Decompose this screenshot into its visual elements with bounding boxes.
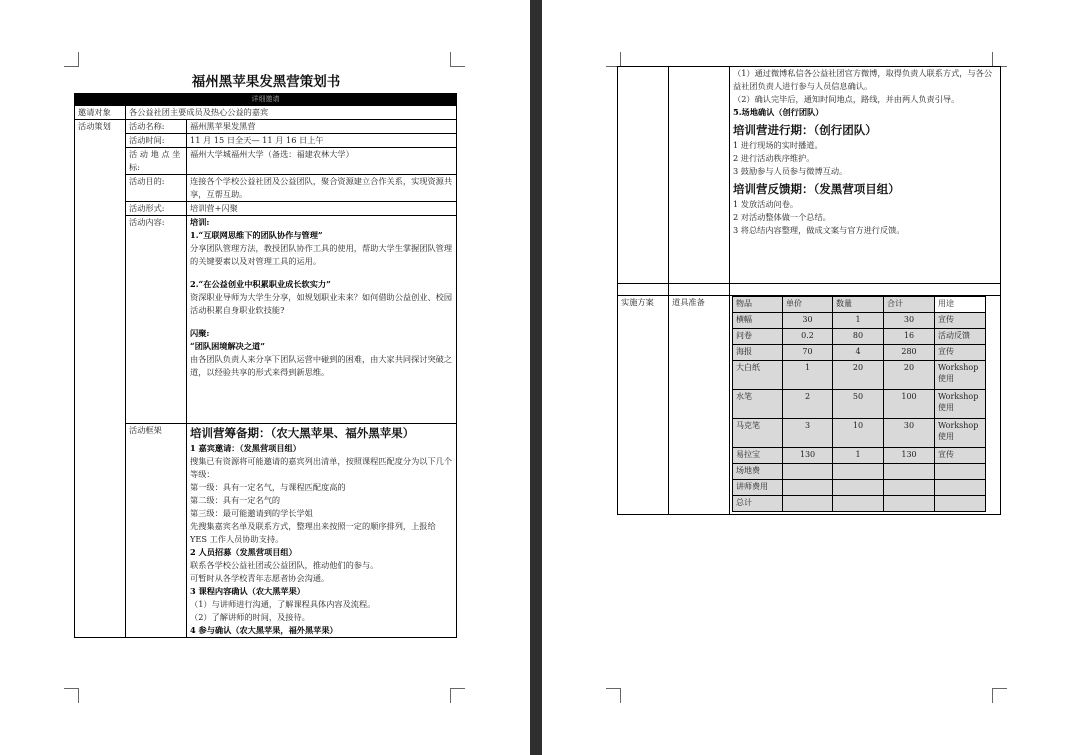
- cell-qty: 80: [833, 329, 884, 345]
- course-2-body: 资深职业导师为大学生分享，如规划职业未来？如何借助公益创业、校园活动积累自身职业软技能?: [190, 292, 453, 315]
- field-label: 活动框架: [126, 424, 187, 638]
- cell-price: 2: [783, 390, 833, 419]
- crop-mark: [64, 52, 79, 67]
- feedback-item: 1 发放活动问卷。: [733, 199, 799, 209]
- table-row: [733, 345, 986, 361]
- cell-price: [783, 480, 833, 496]
- course-2-title: 2.“在公益创业中积累职业成长软实力”: [190, 279, 331, 289]
- plan-table: [74, 93, 457, 638]
- table-header-row: [733, 297, 986, 313]
- cell-item: 大白纸: [733, 361, 783, 390]
- column-header: 数量: [833, 297, 884, 313]
- cell-use: 活动反馈: [935, 329, 986, 345]
- field-label: 活 动 地 点 坐 标:: [126, 148, 187, 175]
- flash-label: 闪聚:: [190, 328, 210, 338]
- cell-total: 30: [884, 419, 935, 448]
- level-item: 第一级：具有一定名气，与课程匹配度高的: [190, 482, 346, 492]
- table-row: [733, 448, 986, 464]
- empty-cell: [618, 284, 669, 296]
- cell-use: 宣传: [935, 448, 986, 464]
- cell-qty: [833, 496, 884, 512]
- cell-use: Workshop 使用: [935, 390, 986, 419]
- cell-item: 水笔: [733, 390, 783, 419]
- cell-qty: [833, 464, 884, 480]
- cell-price: 30: [783, 313, 833, 329]
- field-value: 福州大学城福州大学（备选：福建农林大学）: [187, 148, 457, 175]
- cell-use: 宣传: [935, 345, 986, 361]
- cell-total: [884, 480, 935, 496]
- crop-mark: [606, 52, 621, 67]
- cell-total: 100: [884, 390, 935, 419]
- cell-price: 3: [783, 419, 833, 448]
- step-body: 先搜集嘉宾名单及联系方式，整理出来按照一定的顺序排列，上报给 YES 工作人员协助支持。: [190, 521, 436, 544]
- training-label: 培训:: [190, 217, 210, 227]
- framework-continued-cell: [730, 67, 1001, 284]
- cell-qty: 20: [833, 361, 884, 390]
- feedback-item: 3 将总结内容整理，做成文案与官方进行反馈。: [733, 225, 905, 235]
- field-value: 11 月 15 日全天— 11 月 16 日上午: [187, 134, 457, 148]
- cell-total: 30: [884, 313, 935, 329]
- cell-use: Workshop 使用: [935, 361, 986, 390]
- empty-cell: [669, 67, 730, 284]
- cell-item: 问卷: [733, 329, 783, 345]
- cell-use: Workshop 使用: [935, 419, 986, 448]
- content-cell: [187, 216, 457, 424]
- level-item: 第三级：最可能邀请到的学长学姐: [190, 508, 313, 518]
- cell-price: 1: [783, 361, 833, 390]
- confirm-step: （1）通过微博私信各公益社团官方微博，取得负责人联系方式，与各公益社团负责人进行参与人员信息确认。: [733, 68, 993, 91]
- cell-total: 16: [884, 329, 935, 345]
- table-header: 详细邀请: [75, 94, 457, 106]
- step-title: 4 参与确认（农大黑苹果，福外黑苹果）: [190, 625, 338, 635]
- cell-qty: 1: [833, 448, 884, 464]
- cell-item: 总计: [733, 496, 783, 512]
- row-label: 邀请对象: [75, 106, 126, 120]
- framework-cell: [187, 424, 457, 638]
- cell-item: 易拉宝: [733, 448, 783, 464]
- cell-item: 场地费: [733, 464, 783, 480]
- field-value: 福州黑苹果发黑营: [187, 120, 457, 134]
- cell-total: 20: [884, 361, 935, 390]
- cell-item: 马克笔: [733, 419, 783, 448]
- empty-cell: [618, 67, 669, 284]
- table-row: [733, 496, 986, 512]
- cell-item: 海报: [733, 345, 783, 361]
- level-item: 第二级：具有一定名气的: [190, 495, 281, 505]
- step-title: 2 人员招募（发黑营项目组）: [190, 547, 297, 557]
- table-row: [733, 419, 986, 448]
- ongoing-heading: 培训营进行期：（创行团队）: [733, 123, 877, 137]
- cell-qty: 10: [833, 419, 884, 448]
- column-header: 用途: [935, 297, 986, 313]
- plan-table-continued: [617, 66, 1001, 515]
- crop-mark: [450, 52, 465, 67]
- document-title: 福州黑苹果发黑营策划书: [191, 74, 341, 90]
- step-title: 1 嘉宾邀请：（发黑营项目组）: [190, 443, 301, 453]
- step-title: 3 课程内容确认（农大黑苹果）: [190, 586, 305, 596]
- crop-mark: [606, 688, 621, 703]
- field-label: 活动目的:: [126, 175, 187, 202]
- cell-use: 宣传: [935, 313, 986, 329]
- props-cell: [730, 296, 1001, 515]
- step-title: 5.场地确认（创行团队）: [733, 107, 824, 117]
- column-header: 合计: [884, 297, 935, 313]
- field-label: 活动名称:: [126, 120, 187, 134]
- step-body: 搜集已有资源将可能邀请的嘉宾列出清单，按照课程匹配度分为以下几个等级：: [190, 456, 453, 479]
- feedback-heading: 培训营反馈期：（发黑营项目组）: [733, 182, 900, 196]
- field-label: 活动内容:: [126, 216, 187, 424]
- step-body: 联系各学校公益社团或公益团队，推动他们的参与。: [190, 560, 379, 570]
- cell-qty: 50: [833, 390, 884, 419]
- cell-price: 130: [783, 448, 833, 464]
- cell-item: 讲师费用: [733, 480, 783, 496]
- table-row: [733, 361, 986, 390]
- cell-qty: 4: [833, 345, 884, 361]
- ongoing-item: 3 鼓励参与人员参与微博互动。: [733, 166, 848, 176]
- empty-cell: [669, 284, 730, 296]
- row-label: 活动策划: [75, 120, 126, 638]
- props-table: [732, 296, 986, 512]
- field-label: 活动时间:: [126, 134, 187, 148]
- table-row: [733, 464, 986, 480]
- cell-use: [935, 464, 986, 480]
- step-body: 可暂时从各学校青年志愿者协会沟通。: [190, 573, 330, 583]
- crop-mark: [992, 52, 1007, 67]
- cell-total: 280: [884, 345, 935, 361]
- field-value: 培训营+闪聚: [187, 202, 457, 216]
- step-body: （1）与讲师进行沟通，了解课程具体内容及流程。: [190, 599, 376, 609]
- crop-mark: [64, 688, 79, 703]
- field-value: 连接各个学校公益社团及公益团队，聚合资源建立合作关系，实现资源共享，互帮互助。: [187, 175, 457, 202]
- field-label: 道具准备: [669, 296, 730, 515]
- course-1-title: 1.“互联网思维下的团队协作与管理”: [190, 230, 323, 240]
- ongoing-item: 2 进行活动秩序维护。: [733, 153, 815, 163]
- column-header: 物品: [733, 297, 783, 313]
- row-value: 各公益社团主要成员及热心公益的嘉宾: [126, 106, 457, 120]
- column-header: 单价: [783, 297, 833, 313]
- cell-item: 横幅: [733, 313, 783, 329]
- cell-price: [783, 464, 833, 480]
- step-body: （2）了解讲师的时间，及接待。: [190, 612, 310, 622]
- cell-total: [884, 496, 935, 512]
- confirm-step: （2）确认完毕后，通知时间地点，路线，并由两人负责引导。: [733, 94, 960, 104]
- cell-use: [935, 496, 986, 512]
- table-row: [733, 480, 986, 496]
- cell-qty: [833, 480, 884, 496]
- flash-title: “团队困境解决之道”: [190, 341, 265, 351]
- framework-heading: 培训营筹备期：（农大黑苹果、福外黑苹果）: [190, 426, 415, 440]
- crop-mark: [450, 688, 465, 703]
- feedback-item: 2 对活动整体做一个总结。: [733, 212, 831, 222]
- empty-cell: [730, 284, 1001, 296]
- crop-mark: [992, 688, 1007, 703]
- document-page-1: [0, 0, 530, 755]
- flash-body: 由各团队负责人来分享下团队运营中碰到的困难，由大家共同探讨突破之道，以经验共享的形式来得到新思维。: [190, 354, 453, 377]
- cell-price: [783, 496, 833, 512]
- course-1-body: 分享团队管理方法，教授团队协作工具的使用，帮助大学生掌握团队管理的关键要素以及对管理工具的运用。: [190, 243, 453, 266]
- document-page-2: [542, 0, 1080, 755]
- cell-total: [884, 464, 935, 480]
- cell-total: 130: [884, 448, 935, 464]
- cell-price: 70: [783, 345, 833, 361]
- row-label: 实施方案: [618, 296, 669, 515]
- table-row: [733, 313, 986, 329]
- cell-price: 0.2: [783, 329, 833, 345]
- ongoing-item: 1 进行现场的实时播道。: [733, 140, 823, 150]
- cell-qty: 1: [833, 313, 884, 329]
- table-row: [733, 390, 986, 419]
- field-label: 活动形式:: [126, 202, 187, 216]
- table-row: [733, 329, 986, 345]
- cell-use: [935, 480, 986, 496]
